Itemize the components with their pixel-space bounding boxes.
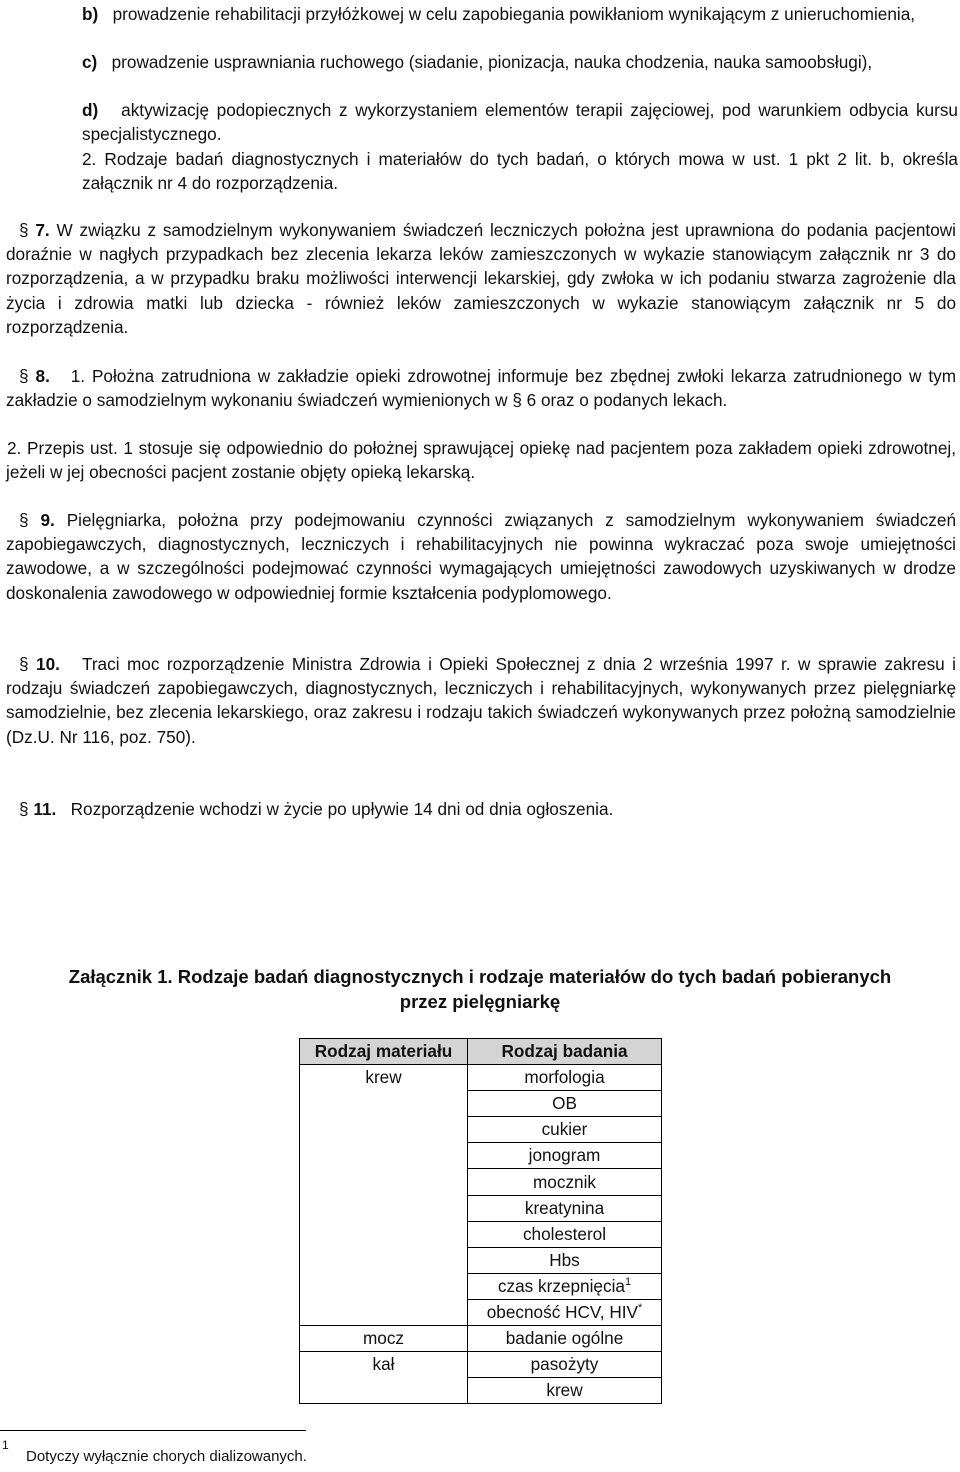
list-text-c: prowadzenie usprawniania ruchowego (siadanie, pionizacja, nauka chodzenia, nauka samoobsługi), [111, 52, 873, 72]
table-row [300, 1195, 662, 1221]
cell-test [468, 1299, 662, 1325]
section-reference-symbol: § [512, 390, 522, 411]
cell-test: cukier [468, 1117, 662, 1143]
cell-material [300, 1378, 468, 1404]
list-item-d [82, 98, 958, 146]
cell-material [300, 1169, 468, 1195]
list-text-b: prowadzenie rehabilitacji przyłóżkowej w celu zapobiegania powikłaniom wynikającym z unieruchomienia, [112, 4, 916, 24]
section-10 [6, 652, 956, 749]
attachment-title-line-2: przez pielęgniarkę [399, 991, 561, 1012]
section-number: 7. [35, 220, 50, 240]
section-number: 10. [36, 654, 60, 674]
list-marker-d: d) [82, 100, 99, 120]
paragraph-2 [82, 147, 958, 195]
cell-material [300, 1273, 468, 1299]
cell-test-text: czas krzepnięcia [497, 1275, 625, 1296]
table-row [300, 1326, 662, 1352]
cell-material [300, 1195, 468, 1221]
cell-test: Hbs [468, 1247, 662, 1273]
section-8 [6, 364, 956, 412]
cell-test: morfologia [468, 1065, 662, 1091]
section-8-text-2: 2. Przepis ust. 1 stosuje się odpowiednio do położnej sprawującej opiekę nad pacjentem poza zakładem opieki zdrowotnej, jeżeli w jej obecności pacjent zostanie objęty opieką lekarską. [6, 438, 956, 483]
section-9 [6, 508, 956, 605]
table-row [300, 1117, 662, 1143]
table-row [300, 1169, 662, 1195]
cell-test: OB [468, 1091, 662, 1117]
table-row [300, 1143, 662, 1169]
cell-material: kał [300, 1352, 468, 1378]
list-text-d: aktywizację podopiecznych z wykorzystaniem elementów terapii zajęciowej, pod warunkiem odbycia kursu specjalistycznego. [82, 100, 958, 145]
cell-test: jonogram [468, 1143, 662, 1169]
list-marker-b: b) [82, 4, 99, 24]
header-test: Rodzaj badania [468, 1039, 662, 1065]
section-8-paragraph-2 [6, 436, 956, 484]
table-header-row [300, 1039, 662, 1065]
cell-test [468, 1273, 662, 1299]
section-number: 8. [35, 366, 50, 386]
cell-material: mocz [300, 1326, 468, 1352]
table-row [300, 1273, 662, 1299]
section-symbol: § [19, 654, 29, 674]
section-symbol: § [19, 799, 29, 819]
section-7 [6, 218, 956, 339]
paragraph-2-text: 2. Rodzaje badań diagnostycznych i materiałów do tych badań, o których mowa w ust. 1 pkt 2 lit. b, określa załącznik nr 4 do rozporządzenia. [82, 149, 958, 194]
cell-test-text: obecność HCV, HIV [486, 1301, 638, 1322]
table-row [300, 1091, 662, 1117]
cell-material [300, 1221, 468, 1247]
footnote-separator [0, 1430, 306, 1431]
table-row [300, 1299, 662, 1325]
section-11 [6, 797, 956, 821]
cell-material [300, 1247, 468, 1273]
table-row [300, 1221, 662, 1247]
cell-test: pasożyty [468, 1352, 662, 1378]
list-marker-c: c) [82, 52, 98, 72]
cell-test: kreatynina [468, 1195, 662, 1221]
list-item-b [82, 2, 956, 26]
section-9-text: Pielęgniarka, położna przy podejmowaniu czynności związanych z samodzielnym wykonywaniem świadczeń zapobiegawczych, diagnostycznych, leczniczych i rehabilitacyjnych nie powinna wykraczać poza swoje umiejętności zawodowe, a w szczególności podejmować czynności wymagających umiejętności zawodowych uzyskiwanych w drodze doskonalenia zawodowego w odpowiedniej formie kształcenia podyplomowego. [6, 510, 957, 603]
section-symbol: § [19, 366, 29, 386]
cell-test: mocznik [468, 1169, 662, 1195]
footnote-ref: 1 [624, 1275, 632, 1288]
cell-material [300, 1143, 468, 1169]
cell-test: cholesterol [468, 1221, 662, 1247]
table-row [300, 1352, 662, 1378]
section-10-text: Traci moc rozporządzenie Ministra Zdrowia i Opieki Społecznej z dnia 2 września 1997 r. w sprawie zakresu i rodzaju świadczeń zapobiegawczych, diagnostycznych, leczniczych i rehabilitacyjnych, wykonywanych przez pielęgniarkę samodzielnie, bez zlecenia lekarskiego, oraz zakresu i rodzaju takich świadczeń wykonywanych przez położną samodzielnie (Dz.U. Nr 116, poz. 750). [6, 654, 956, 747]
table-row [300, 1065, 662, 1091]
footnote-ref: * [637, 1301, 643, 1314]
section-7-text: W związku z samodzielnym wykonywaniem świadczeń leczniczych położna jest uprawniona do podania pacjentowi doraźnie w nagłych przypadkach bez zlecenia lekarza leków zamieszczonych w wykazie stanowiącym załącznik nr 3 do rozporządzenia, a w przypadku braku możliwości interwencji lekarskiej, gdy zwłoka w ich podaniu stwarza zagrożenie dla życia i zdrowia matki lub dziecka - również leków zamieszczonych w wykazie stanowiącym załącznik nr 5 do rozporządzenia. [6, 220, 956, 337]
table-row [300, 1247, 662, 1273]
section-8-text-1: 1. Położna zatrudniona w zakładzie opieki zdrowotnej informuje bez zbędnej zwłoki lekarza zatrudnionego w tym zakładzie o samodzielnym wykonaniu świadczeń wymienionych w [6, 366, 957, 411]
cell-test: badanie ogólne [468, 1326, 662, 1352]
header-material: Rodzaj materiału [300, 1039, 468, 1065]
cell-test: krew [468, 1378, 662, 1404]
table-row [300, 1378, 662, 1404]
section-symbol: § [19, 510, 29, 530]
section-number: 11. [33, 799, 57, 819]
section-8-text-1-end: 6 oraz o podanych lekach. [526, 390, 728, 411]
cell-material [300, 1299, 468, 1325]
section-symbol: § [19, 220, 29, 240]
list-item-c [82, 50, 958, 74]
diagnostics-table [299, 1038, 662, 1404]
section-11-text: Rozporządzenie wchodzi w życie po upływie 14 dni od dnia ogłoszenia. [70, 799, 614, 819]
cell-material [300, 1091, 468, 1117]
attachment-title-line-1: Załącznik 1. Rodzaje badań diagnostycznych i rodzaje materiałów do tych badań pobieranych [68, 966, 892, 987]
section-number: 9. [40, 510, 55, 530]
cell-material: krew [300, 1065, 468, 1091]
cell-material [300, 1117, 468, 1143]
footnote-number: 1 [2, 1438, 9, 1452]
footnote-text: Dotyczy wyłącznie chorych dializowanych. [26, 1448, 307, 1465]
